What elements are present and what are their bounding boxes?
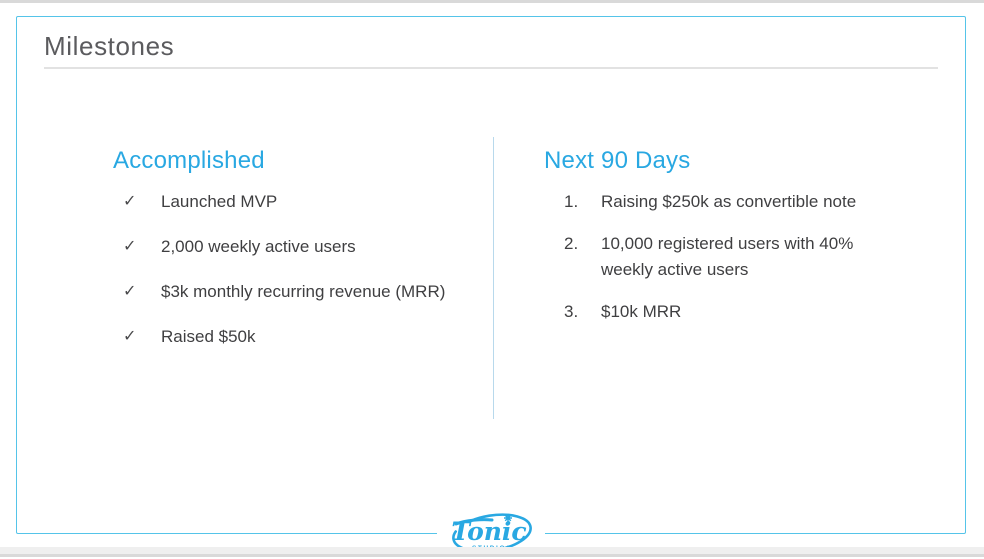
slide-title: Milestones xyxy=(44,31,175,61)
accomplished-item xyxy=(123,234,466,260)
viewer-top-edge xyxy=(0,0,984,3)
next-90-days-heading: Next 90 Days xyxy=(544,147,691,174)
accomplished-item xyxy=(123,324,466,350)
viewer-bottom-edge xyxy=(0,547,984,557)
accomplished-item xyxy=(123,279,466,305)
title-underline xyxy=(44,67,938,69)
accomplished-item-text: Launched MVP xyxy=(161,192,278,211)
item-number: 1. xyxy=(564,192,579,211)
accomplished-heading: Accomplished xyxy=(113,147,265,174)
accomplished-item-text: Raised $50k xyxy=(161,327,256,346)
accomplished-list xyxy=(123,189,466,369)
slide-canvas xyxy=(16,16,966,546)
checkmark-icon: ✓ xyxy=(123,193,137,210)
next-90-days-item-text: $10k MRR xyxy=(601,302,682,321)
accomplished-item-text: $3k monthly recurring revenue (MRR) xyxy=(161,282,446,301)
logo-brand-text: Tonic xyxy=(451,517,527,546)
column-divider xyxy=(493,137,494,419)
next-90-days-item-text: 10,000 registered users with 40% weekly active users xyxy=(601,234,854,279)
accomplished-item xyxy=(123,189,466,215)
item-number: 2. xyxy=(564,234,579,253)
checkmark-icon: ✓ xyxy=(123,238,137,255)
next-90-days-item xyxy=(564,189,906,215)
next-90-days-item-text: Raising $250k as convertible note xyxy=(601,192,857,211)
next-90-days-item xyxy=(564,299,906,325)
checkmark-icon: ✓ xyxy=(123,328,137,345)
item-number: 3. xyxy=(564,302,579,321)
accomplished-item-text: 2,000 weekly active users xyxy=(161,237,356,256)
next-90-days-item xyxy=(564,231,906,283)
next-90-days-list xyxy=(564,189,906,341)
checkmark-icon: ✓ xyxy=(123,283,137,300)
